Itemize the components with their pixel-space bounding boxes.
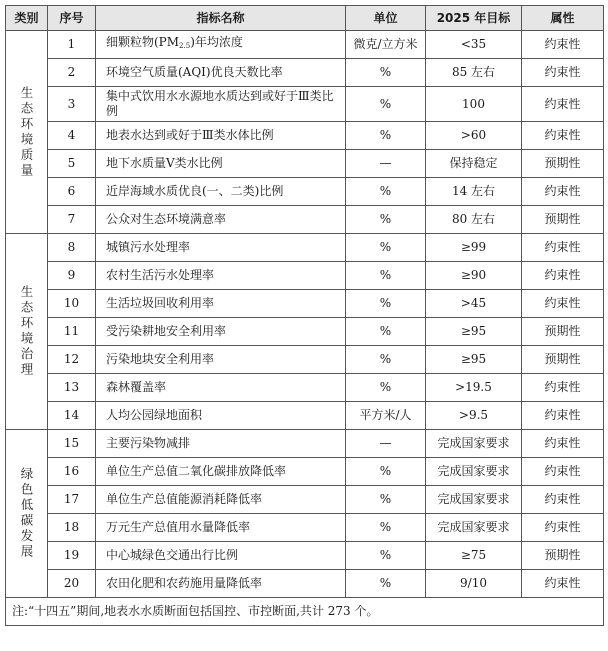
table-header-row: [6, 6, 604, 31]
row-target: <35: [426, 31, 522, 59]
row-name: 环境空气质量(AQI)优良天数比率: [96, 59, 346, 87]
row-target: >45: [426, 290, 522, 318]
row-target: 100: [426, 87, 522, 122]
row-attr: 预期性: [522, 150, 604, 178]
row-target: 完成国家要求: [426, 430, 522, 458]
row-attr: 预期性: [522, 206, 604, 234]
row-attr: 约束性: [522, 234, 604, 262]
row-name: 主要污染物减排: [96, 430, 346, 458]
row-name: 生活垃圾回收利用率: [96, 290, 346, 318]
row-no: 10: [48, 290, 96, 318]
header-no: 序号: [48, 6, 96, 31]
table-row: [6, 374, 604, 402]
row-no: 8: [48, 234, 96, 262]
row-attr: 约束性: [522, 514, 604, 542]
row-target: 9/10: [426, 570, 522, 598]
table-row: [6, 262, 604, 290]
row-unit: %: [346, 318, 426, 346]
row-name: 中心城绿色交通出行比例: [96, 542, 346, 570]
row-unit: %: [346, 486, 426, 514]
row-target: ≥95: [426, 346, 522, 374]
row-target: >19.5: [426, 374, 522, 402]
row-target: ≥99: [426, 234, 522, 262]
row-unit: %: [346, 374, 426, 402]
row-name: 单位生产总值二氧化碳排放降低率: [96, 458, 346, 486]
category-cell: 生态环境治理: [6, 234, 48, 430]
row-unit: 微克/立方米: [346, 31, 426, 59]
row-name: 地表水达到或好于Ⅲ类水体比例: [96, 122, 346, 150]
header-target: 2025 年目标: [426, 6, 522, 31]
row-target: ≥90: [426, 262, 522, 290]
row-attr: 约束性: [522, 87, 604, 122]
row-no: 12: [48, 346, 96, 374]
table-row: [6, 150, 604, 178]
table-row: [6, 178, 604, 206]
table-row: [6, 402, 604, 430]
row-name: 受污染耕地安全利用率: [96, 318, 346, 346]
table-row: [6, 430, 604, 458]
row-no: 18: [48, 514, 96, 542]
row-unit: %: [346, 346, 426, 374]
table-row: [6, 542, 604, 570]
row-name: 人均公园绿地面积: [96, 402, 346, 430]
row-unit: %: [346, 87, 426, 122]
row-no: 15: [48, 430, 96, 458]
row-name: 森林覆盖率: [96, 374, 346, 402]
row-unit: %: [346, 262, 426, 290]
row-target: >60: [426, 122, 522, 150]
indicator-table: [5, 5, 604, 626]
row-attr: 约束性: [522, 570, 604, 598]
row-name: 农田化肥和农药施用量降低率: [96, 570, 346, 598]
table-note: 注:“十四五”期间,地表水水质断面包括国控、市控断面,共计 273 个。: [6, 598, 604, 626]
row-attr: 约束性: [522, 402, 604, 430]
row-target: ≥95: [426, 318, 522, 346]
header-unit: 单位: [346, 6, 426, 31]
table-row: [6, 346, 604, 374]
row-no: 11: [48, 318, 96, 346]
table-row: [6, 318, 604, 346]
row-target: 85 左右: [426, 59, 522, 87]
note-row: [6, 598, 604, 626]
row-no: 6: [48, 178, 96, 206]
row-attr: 约束性: [522, 262, 604, 290]
row-target: 保持稳定: [426, 150, 522, 178]
row-target: ≥75: [426, 542, 522, 570]
table-row: [6, 514, 604, 542]
row-unit: 平方米/人: [346, 402, 426, 430]
row-attr: 约束性: [522, 59, 604, 87]
row-name: 城镇污水处理率: [96, 234, 346, 262]
row-name: 污染地块安全利用率: [96, 346, 346, 374]
row-no: 17: [48, 486, 96, 514]
row-name: 集中式饮用水水源地水质达到或好于Ⅲ类比例: [96, 87, 346, 122]
header-category: 类别: [6, 6, 48, 31]
category-cell: 绿色低碳发展: [6, 430, 48, 598]
row-unit: —: [346, 150, 426, 178]
row-attr: 约束性: [522, 374, 604, 402]
row-attr: 预期性: [522, 318, 604, 346]
row-unit: %: [346, 234, 426, 262]
row-attr: 约束性: [522, 486, 604, 514]
indicator-table-container: [5, 5, 603, 626]
category-cell: 生态环境质量: [6, 31, 48, 234]
row-name: 万元生产总值用水量降低率: [96, 514, 346, 542]
row-attr: 约束性: [522, 458, 604, 486]
row-no: 7: [48, 206, 96, 234]
row-attr: 约束性: [522, 31, 604, 59]
row-no: 5: [48, 150, 96, 178]
row-no: 14: [48, 402, 96, 430]
row-attr: 约束性: [522, 430, 604, 458]
header-name: 指标名称: [96, 6, 346, 31]
table-row: [6, 122, 604, 150]
row-no: 2: [48, 59, 96, 87]
row-unit: —: [346, 430, 426, 458]
row-no: 19: [48, 542, 96, 570]
row-attr: 预期性: [522, 346, 604, 374]
row-no: 3: [48, 87, 96, 122]
table-body: [6, 31, 604, 626]
row-target: 14 左右: [426, 178, 522, 206]
row-attr: 约束性: [522, 122, 604, 150]
row-name: 细颗粒物$(PM_{2.5})$年均浓度: [96, 31, 346, 59]
row-unit: %: [346, 542, 426, 570]
table-row: [6, 486, 604, 514]
row-no: 1: [48, 31, 96, 59]
table-row: [6, 290, 604, 318]
row-name: 公众对生态环境满意率: [96, 206, 346, 234]
row-attr: 约束性: [522, 290, 604, 318]
row-target: 完成国家要求: [426, 486, 522, 514]
row-unit: %: [346, 514, 426, 542]
row-target: 完成国家要求: [426, 458, 522, 486]
row-unit: %: [346, 122, 426, 150]
row-unit: %: [346, 59, 426, 87]
table-row: [6, 59, 604, 87]
table-row: [6, 458, 604, 486]
row-attr: 预期性: [522, 542, 604, 570]
row-unit: %: [346, 206, 426, 234]
table-row: [6, 234, 604, 262]
row-target: 完成国家要求: [426, 514, 522, 542]
row-target: 80 左右: [426, 206, 522, 234]
row-name: 近岸海域水质优良(一、二类)比例: [96, 178, 346, 206]
table-row: [6, 206, 604, 234]
row-no: 20: [48, 570, 96, 598]
row-attr: 约束性: [522, 178, 604, 206]
row-unit: %: [346, 570, 426, 598]
table-row: [6, 31, 604, 59]
row-name: 农村生活污水处理率: [96, 262, 346, 290]
row-unit: %: [346, 178, 426, 206]
row-unit: %: [346, 290, 426, 318]
row-no: 16: [48, 458, 96, 486]
header-attr: 属性: [522, 6, 604, 31]
row-no: 4: [48, 122, 96, 150]
row-unit: %: [346, 458, 426, 486]
table-row: [6, 570, 604, 598]
row-target: >9.5: [426, 402, 522, 430]
row-no: 13: [48, 374, 96, 402]
row-no: 9: [48, 262, 96, 290]
row-name: 单位生产总值能源消耗降低率: [96, 486, 346, 514]
table-row: [6, 87, 604, 122]
row-name: 地下水质量Ⅴ类水比例: [96, 150, 346, 178]
